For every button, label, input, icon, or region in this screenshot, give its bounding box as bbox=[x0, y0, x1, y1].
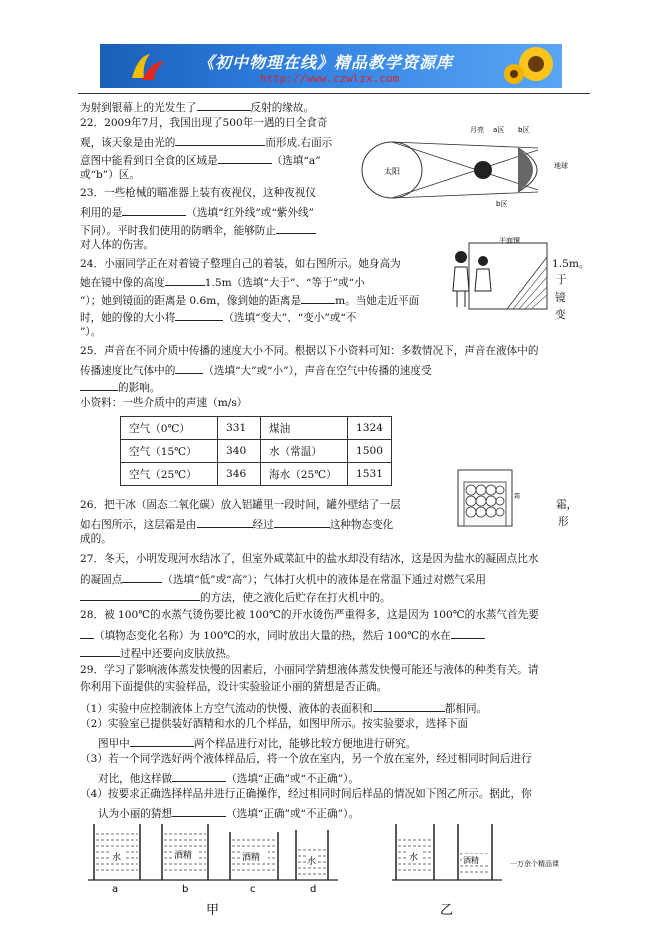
table-cell: 水（常温） bbox=[261, 440, 348, 463]
text: （4）按要求正确选择样品并进行正确操作，经过相同时间后样品的情况如下图乙所示。据此，你 bbox=[80, 788, 532, 800]
answer-blank[interactable] bbox=[451, 627, 485, 639]
q29-line8 bbox=[80, 788, 532, 801]
text: 变 bbox=[555, 309, 566, 321]
frost-can-illustration bbox=[452, 468, 524, 530]
q24-line3-end bbox=[555, 292, 566, 305]
answer-blank[interactable] bbox=[175, 362, 203, 374]
q26-line2 bbox=[80, 516, 393, 532]
text: 27．冬天，小明发现河水结冰了，但室外咸菜缸中的盐水却没有结冰，这是因为盐水的凝固点比水 bbox=[80, 553, 539, 565]
q29-line4 bbox=[80, 718, 468, 731]
table-cell: 1324 bbox=[348, 417, 392, 440]
q25-line3 bbox=[80, 379, 160, 395]
text: 过程中还要向皮肤放热。 bbox=[120, 648, 237, 660]
moon-label: 月亮 bbox=[470, 126, 484, 134]
eclipse-diagram bbox=[358, 118, 588, 210]
q29-line9 bbox=[98, 805, 359, 821]
answer-blank[interactable] bbox=[80, 379, 118, 391]
beaker-a bbox=[94, 824, 140, 880]
zone-b2-label: b区 bbox=[496, 200, 508, 208]
text: （填物态变化名称）为 100℃的水，同时放出大量的热，然后 100℃的水在 bbox=[94, 630, 451, 642]
text: 成的。 bbox=[80, 533, 112, 545]
answer-blank[interactable] bbox=[172, 770, 226, 782]
text: 时，她的像的大小将 bbox=[80, 312, 176, 324]
text: 传播速度比气体中的 bbox=[80, 365, 176, 377]
watermark-text: 一万余个精品课 bbox=[510, 860, 559, 868]
text: 形 bbox=[558, 516, 569, 528]
answer-blank[interactable] bbox=[80, 627, 94, 639]
answer-blank[interactable] bbox=[122, 571, 162, 583]
answer-blank[interactable] bbox=[165, 274, 205, 286]
q23-line3 bbox=[80, 222, 316, 238]
text: 你利用下面提供的实验样品，设计实验验证小丽的猜想是否正确。 bbox=[80, 681, 388, 693]
text: （1）实验中应控制液体上方空气流动的快慢、液体的表面积和 bbox=[80, 703, 373, 715]
q22-line3 bbox=[80, 152, 321, 168]
q26-line1 bbox=[80, 499, 401, 512]
q26-line2-end bbox=[558, 516, 569, 529]
text: （选填“正确”或“不正确”）。 bbox=[226, 773, 360, 785]
text: 经过 bbox=[252, 519, 274, 531]
beaker-yi-water bbox=[396, 824, 434, 880]
text: 都相同。 bbox=[444, 703, 488, 715]
q27-line2 bbox=[80, 571, 486, 587]
q24-line3 bbox=[80, 292, 419, 308]
text: 霜， bbox=[556, 499, 578, 511]
beaker-d bbox=[296, 830, 328, 880]
q22-line1 bbox=[80, 117, 328, 130]
table-cell: 煤油 bbox=[261, 417, 348, 440]
text: （2）实验室已提供装好酒精和水的几个样品，如图甲所示。按实验要求，选择下面 bbox=[80, 718, 469, 730]
text: （选填“大”或“小”），声音在空气中传播的速度受 bbox=[203, 365, 432, 377]
q27-line1 bbox=[80, 553, 538, 566]
q24-line4 bbox=[80, 309, 356, 325]
q28-line1 bbox=[80, 609, 539, 622]
answer-blank[interactable] bbox=[218, 152, 272, 164]
text: ”）。 bbox=[80, 326, 102, 338]
answer-blank[interactable] bbox=[130, 735, 194, 747]
answer-blank[interactable] bbox=[276, 222, 316, 234]
beaker-yi-alcohol bbox=[458, 824, 492, 880]
q23-line2 bbox=[80, 204, 314, 220]
table-row bbox=[121, 463, 392, 486]
text: 26．把干冰（固态二氧化碳）放入铝罐里一段时间，罐外壁结了一层 bbox=[80, 499, 401, 511]
beaker-liquid-label: 酒精 bbox=[174, 851, 193, 861]
banner-title: 《初中物理在线》精品教学资源库 bbox=[198, 53, 454, 72]
text: 认为小丽的猜想 bbox=[98, 808, 173, 820]
beaker-c bbox=[230, 832, 278, 880]
sunflower-icon bbox=[500, 44, 562, 88]
frost-label: 霜 bbox=[514, 493, 521, 500]
text: 的方法，使之液化后贮存在打火机中的。 bbox=[200, 592, 391, 604]
q25-line4 bbox=[80, 397, 247, 410]
beakers-figure-jia bbox=[88, 820, 358, 926]
sound-speed-table bbox=[120, 416, 392, 486]
text: （选填“红外线”或“紫外线” bbox=[186, 207, 314, 219]
table-row bbox=[121, 440, 392, 463]
text: 于 bbox=[556, 274, 567, 286]
banner-url: http://www.czwlzx.com bbox=[260, 72, 400, 85]
mirror-illustration bbox=[447, 237, 551, 313]
text: 28．被 100℃的水蒸气烫伤要比被 100℃的开水烫伤严重得多，这是因为 100℃的水蒸气首先要 bbox=[80, 609, 539, 621]
text: 下同）。平时我们使用的防晒伞，能够防止 bbox=[80, 225, 276, 237]
beaker-liquid-label: 水 bbox=[307, 857, 317, 867]
q23-line1 bbox=[80, 187, 316, 200]
beaker-label-d: d bbox=[310, 884, 317, 895]
q25-line1 bbox=[80, 345, 538, 358]
text: 反射的缘故。 bbox=[250, 102, 315, 114]
q24-line2 bbox=[80, 274, 365, 290]
table-cell: 空气（15℃） bbox=[121, 440, 218, 463]
table-cell: 331 bbox=[218, 417, 261, 440]
text: 25．声音在不同介质中传播的速度大小不同。根据以下小资料可知：多数情况下，声音在液体中的 bbox=[80, 345, 539, 357]
text: （选填“a” bbox=[271, 155, 321, 167]
beaker-b bbox=[162, 824, 208, 880]
zone-b-label: b区 bbox=[518, 126, 530, 134]
q29-line5 bbox=[98, 735, 416, 751]
text: 的凝固点 bbox=[80, 574, 123, 586]
text: 如右图所示，这层霜是由 bbox=[80, 519, 197, 531]
q29-line3 bbox=[80, 700, 487, 716]
mirror-label: 平面镜 bbox=[499, 237, 520, 244]
q26-line1-end bbox=[556, 499, 577, 512]
answer-blank[interactable] bbox=[301, 292, 335, 304]
text: 利用的是 bbox=[80, 207, 123, 219]
earth-label: 地球 bbox=[554, 162, 568, 170]
logo-icon bbox=[128, 50, 168, 84]
answer-blank[interactable] bbox=[274, 516, 330, 528]
text: 对比，他这样做 bbox=[98, 773, 173, 785]
text: 她在镜中像的高度 bbox=[80, 277, 165, 289]
text: 1.5m（选填“大于”、“等于”或“小 bbox=[204, 277, 365, 289]
text: ”）；她到镜面的距离是 0.6m，像到她的距离是 bbox=[80, 295, 302, 307]
q22-line2 bbox=[80, 134, 332, 150]
text: 为射到银幕上的光发生了 bbox=[80, 102, 197, 114]
table-cell: 空气（0℃） bbox=[121, 417, 218, 440]
sun-label: 太阳 bbox=[384, 167, 400, 176]
q24-line4-end bbox=[555, 309, 566, 322]
text: 两个样品进行对比，能够比较方便地进行研究。 bbox=[193, 738, 417, 750]
beaker-liquid-label: 酒精 bbox=[463, 856, 479, 865]
q28-line2 bbox=[80, 627, 485, 643]
beaker-label-c: c bbox=[250, 884, 256, 895]
beaker-liquid-label: 酒精 bbox=[242, 853, 261, 863]
q26-line3 bbox=[80, 533, 112, 546]
text: （选填“低”或“高”）；气体打火机中的液体是在常温下通过对燃气采用 bbox=[162, 574, 486, 586]
text: 图甲中 bbox=[98, 738, 130, 750]
q24-line1-end bbox=[552, 258, 590, 271]
answer-blank[interactable] bbox=[172, 805, 226, 817]
text: （3）若一个同学选好两个液体样品后，将一个放在室内，另一个放在室外，经过相同时间后进行 bbox=[80, 753, 532, 765]
figure-caption-yi: 乙 bbox=[440, 903, 454, 918]
q29-line7 bbox=[98, 770, 359, 786]
table-cell: 1531 bbox=[348, 463, 392, 486]
q27-line3 bbox=[80, 589, 391, 605]
header-rule bbox=[78, 93, 590, 94]
text: 意图中能看到日全食的区域是 bbox=[80, 155, 218, 167]
answer-blank[interactable] bbox=[197, 516, 253, 528]
text: 小资料：一些介质中的声速（m/s） bbox=[80, 397, 248, 409]
text: 24．小丽同学正在对着镜子整理自己的着装，如右图所示。她身高为 bbox=[80, 258, 401, 270]
text: 22．2009年7月，我国出现了500年一遇的日全食奇 bbox=[80, 117, 328, 129]
text: （选填“正确”或“不正确”）。 bbox=[226, 808, 360, 820]
beaker-label-b: b bbox=[182, 884, 189, 895]
text: （选填“变大”、“变小”或“不 bbox=[223, 312, 357, 324]
q23-line4 bbox=[80, 239, 154, 252]
answer-blank[interactable] bbox=[80, 589, 200, 601]
text: m。当她走近平面 bbox=[335, 295, 420, 307]
text: 而形成.右面示 bbox=[265, 137, 333, 149]
answer-blank[interactable] bbox=[122, 204, 186, 216]
text: 对人体的伤害。 bbox=[80, 239, 155, 251]
text: 的影响。 bbox=[118, 382, 161, 394]
answer-blank[interactable] bbox=[175, 309, 223, 321]
text: 23．一些枪械的瞄准器上装有夜视仪，这种夜视仪 bbox=[80, 187, 316, 199]
answer-blank[interactable] bbox=[175, 134, 265, 146]
q24-line5 bbox=[80, 326, 101, 339]
text: 29．学习了影响液体蒸发快慢的因素后，小丽同学猜想液体蒸发快慢可能还与液体的种类有关。请 bbox=[80, 664, 539, 676]
text: 1.5m。 bbox=[552, 258, 590, 270]
text: 或“b”）区。 bbox=[80, 169, 140, 181]
q24-line1 bbox=[80, 258, 401, 271]
beaker-label-a: a bbox=[112, 884, 119, 895]
q25-line2 bbox=[80, 362, 432, 378]
q29-line2 bbox=[80, 681, 387, 694]
beaker-liquid-label: 水 bbox=[409, 853, 419, 863]
zone-a-label: a区 bbox=[493, 126, 505, 134]
table-cell: 空气（25℃） bbox=[121, 463, 218, 486]
answer-blank[interactable] bbox=[373, 700, 445, 712]
text: 这种物态变化 bbox=[329, 519, 394, 531]
text: 观，该天象是由光的 bbox=[80, 137, 176, 149]
table-row bbox=[121, 417, 392, 440]
answer-blank[interactable] bbox=[197, 99, 251, 111]
answer-blank[interactable] bbox=[80, 645, 120, 657]
table-cell: 海水（25℃） bbox=[261, 463, 348, 486]
q29-line6 bbox=[80, 753, 532, 766]
beaker-liquid-label: 水 bbox=[112, 853, 122, 863]
q24-line2-end bbox=[556, 274, 567, 287]
table-cell: 346 bbox=[218, 463, 261, 486]
table-cell: 340 bbox=[218, 440, 261, 463]
q22-line4 bbox=[80, 169, 140, 182]
beakers-figure-yi bbox=[392, 820, 592, 926]
text: 镜 bbox=[555, 292, 566, 304]
table-cell: 1500 bbox=[348, 440, 392, 463]
text-line bbox=[80, 99, 314, 115]
figure-caption-jia: 甲 bbox=[206, 903, 220, 918]
q29-line1 bbox=[80, 664, 538, 677]
q28-line3 bbox=[80, 645, 237, 661]
